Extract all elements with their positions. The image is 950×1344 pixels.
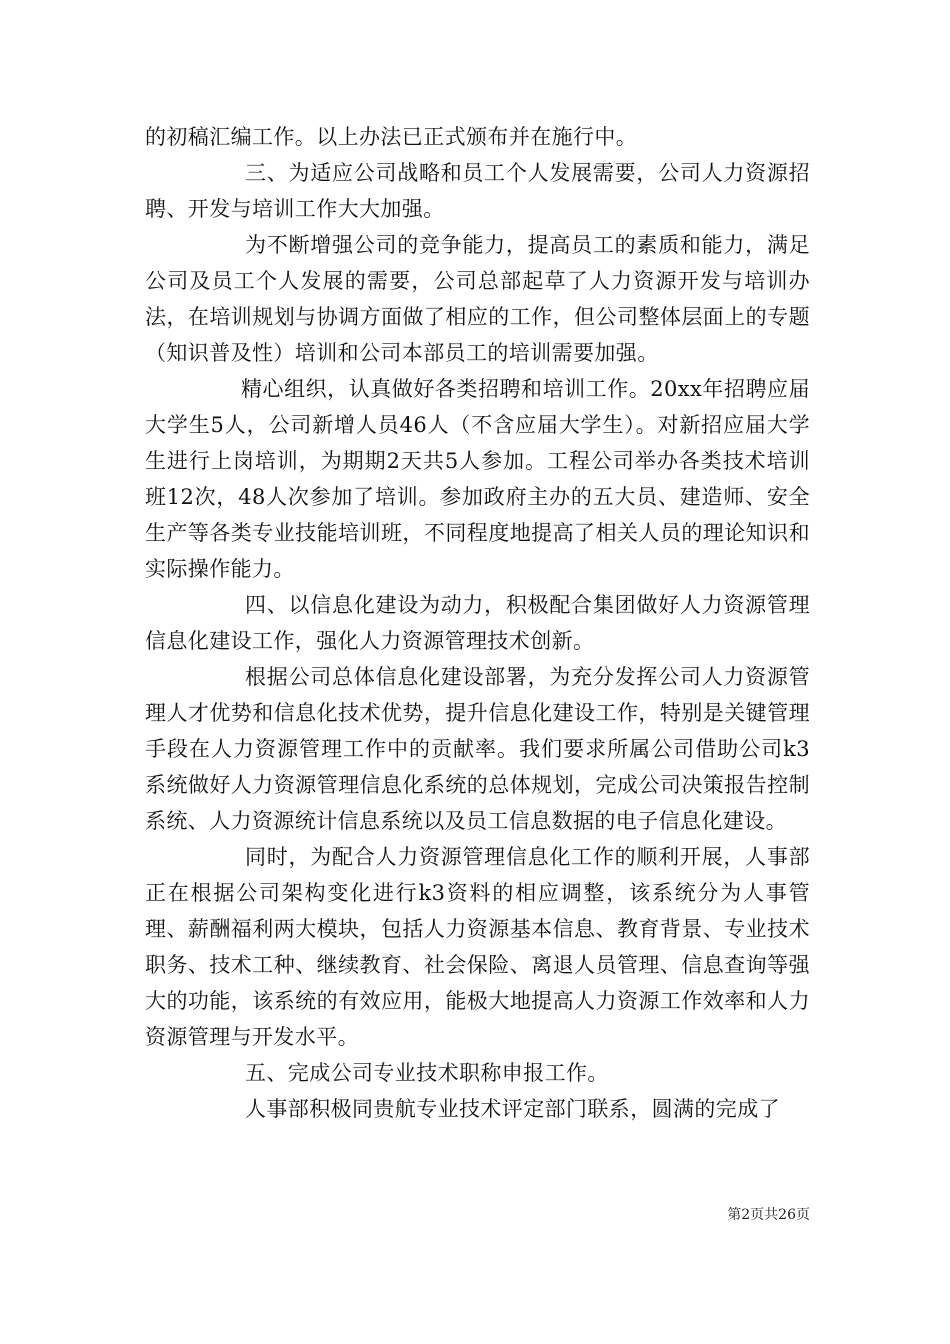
document-body xyxy=(145,119,810,1127)
paragraph-k3-system: 同时，为配合人力资源管理信息化工作的顺利开展，人事部正在根据公司架构变化进行k3资料的相应调整，该系统分为人事管理、薪酬福利两大模块，包括人力资源基本信息、教育背景、专业技术职务、技术工种、继续教育、社会保险、离退人员管理、信息查询等强大的功能，该系统的有效应用，能极大地提高人力资源工作效率和人力资源管理与开发水平。 xyxy=(145,845,810,1049)
paragraph-training-overview: 为不断增强公司的竞争能力，提高员工的素质和能力，满足公司及员工个人发展的需要，公司总部起草了人力资源开发与培训办法，在培训规划与协调方面做了相应的工作，但公司整体层面上的专题（知识普及性）培训和公司本部员工的培训需要加强。 xyxy=(145,233,810,365)
section-heading-three: 三、为适应公司战略和员工个人发展需要，公司人力资源招聘、开发与培训工作大大加强。 xyxy=(145,161,810,221)
section-heading-four: 四、以信息化建设为动力，积极配合集团做好人力资源管理信息化建设工作，强化人力资源管理技术创新。 xyxy=(145,593,810,653)
paragraph-informatization-plan: 根据公司总体信息化建设部署，为充分发挥公司人力资源管理人才优势和信息化技术优势，提升信息化建设工作，特别是关键管理手段在人力资源管理工作中的贡献率。我们要求所属公司借助公司k3系统做好人力资源管理信息化系统的总体规划，完成公司决策报告控制系统、人力资源统计信息系统以及员工信息数据的电子信息化建设。 xyxy=(145,665,810,833)
paragraph-title-application: 人事部积极同贵航专业技术评定部门联系，圆满的完成了 xyxy=(245,1097,780,1121)
paragraph-continuation: 的初稿汇编工作。以上办法已正式颁布并在施行中。 xyxy=(145,125,638,149)
section-heading-five: 五、完成公司专业技术职称申报工作。 xyxy=(245,1061,609,1085)
page-footer: 第2页共26页 xyxy=(727,1207,810,1223)
paragraph-recruitment-training: 精心组织，认真做好各类招聘和培训工作。20xx年招聘应届大学生5人，公司新增人员46人（不含应届大学生）。对新招应届大学生进行上岗培训，为期期2天共5人参加。工程公司举办各类技术培训班12次，48人次参加了培训。参加政府主办的五大员、建造师、安全生产等各类专业技能培训班，不同程度地提高了相关人员的理论知识和实际操作能力。 xyxy=(145,377,810,581)
